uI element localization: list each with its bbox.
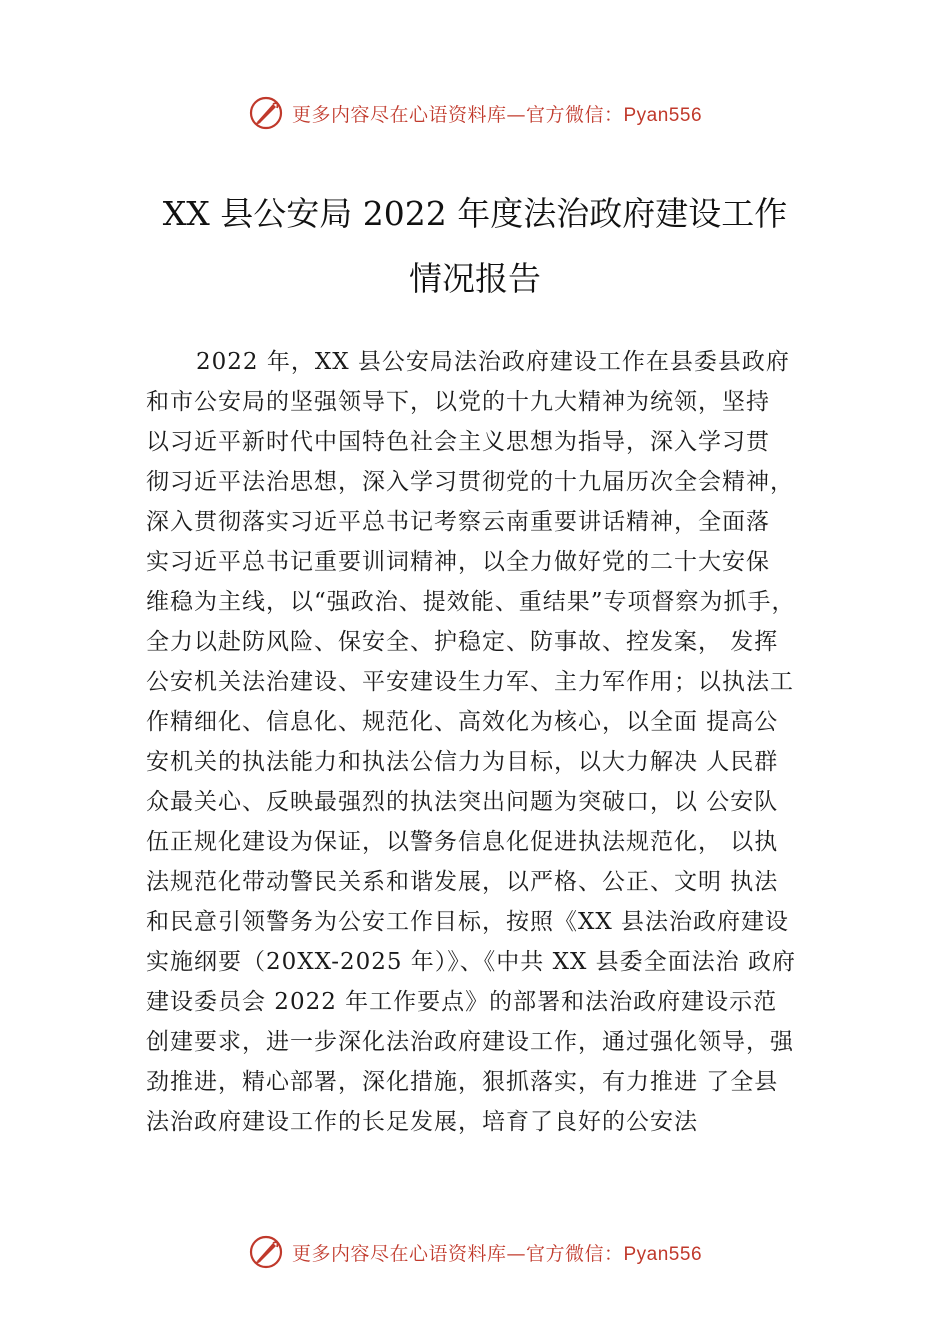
watermark-footer [0,1232,950,1272]
body-line: 建设委员会 2022 年工作要点》的部署和法治政府建设示范 [146,989,778,1015]
watermark-text [292,1239,702,1266]
body-line: 实习近平总书记重要训词精神，以全力做好党的二十大安保 [146,549,770,575]
quill-pen-logo-icon [248,1234,284,1270]
document-title-line-2: 情况报告 [409,259,541,298]
watermark-slogan: 更多内容尽在心语资料库—官方微信： [291,1242,624,1265]
watermark-slogan: 更多内容尽在心语资料库—官方微信： [291,103,624,126]
body-line: 作精细化、信息化、规范化、高效化为核心，以全面 提高公 [146,709,779,735]
body-line: 以习近平新时代中国特色社会主义思想为指导，深入学习贯 [146,429,770,455]
watermark-wechat-id: Pyan556 [623,104,703,126]
body-line: 全力以赴防风险、保安全、护稳定、防事故、控发案， 发挥 [146,629,779,655]
body-line: 劲推进，精心部署，深化措施，狠抓落实，有力推进 了全县 [146,1069,779,1095]
body-line: 创建要求，进一步深化法治政府建设工作，通过强化领导，强 [146,1029,794,1055]
document-title-line-1: XX 县公安局 2022 年度法治政府建设工作 [162,194,788,233]
watermark-wechat-id: Pyan556 [623,1243,703,1265]
quill-pen-logo-icon [248,95,284,131]
body-line: 安机关的执法能力和执法公信力为目标，以大力解决 人民群 [146,749,779,775]
body-line: 维稳为主线，以“强政治、提效能、重结果”专项督察为抓手， [146,589,796,615]
body-line: 2022 年，XX 县公安局法治政府建设工作在县委县政府 [196,349,790,375]
body-line: 伍正规化建设为保证，以警务信息化促进执法规范化， 以执 [146,829,779,855]
body-line: 深入贯彻落实习近平总书记考察云南重要讲话精神，全面落 [146,509,770,535]
body-line: 彻习近平法治思想，深入学习贯彻党的十九届历次全会精神， [146,469,794,495]
body-line: 法治政府建设工作的长足发展，培育了良好的公安法 [146,1109,698,1135]
body-line: 和民意引领警务为公安工作目标，按照《XX 县法治政府建设 [146,909,790,935]
body-line: 和市公安局的坚强领导下，以党的十九大精神为统领，坚持 [146,389,770,415]
body-line: 众最关心、反映最强烈的执法突出问题为突破口，以 公安队 [146,789,779,815]
watermark-header [0,93,950,133]
body-line: 法规范化带动警民关系和谐发展，以严格、公正、文明 执法 [146,869,779,895]
body-line: 公安机关法治建设、平安建设生力军、主力军作用；以执法工 [146,669,794,695]
watermark-text [292,100,702,127]
body-line: 实施纲要（20XX-2025 年）》、《中共 XX 县委全面法治 政府 [146,949,796,975]
